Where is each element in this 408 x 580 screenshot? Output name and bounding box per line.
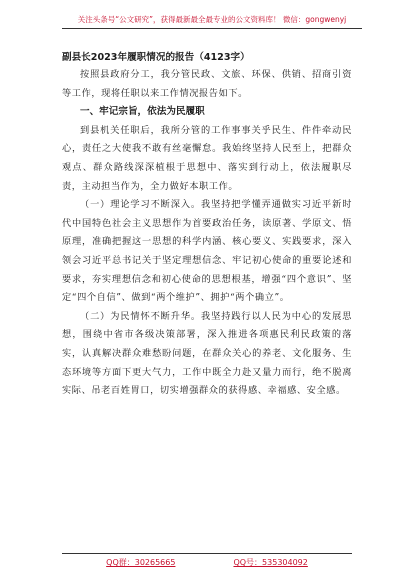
document-body (62, 50, 352, 401)
qq-number-link[interactable]: QQ号：535304092 (233, 558, 308, 567)
footer-bar (62, 553, 352, 572)
qq-group-link[interactable]: QQ群：30265665 (106, 558, 176, 567)
body-paragraph: （二）为民情怀不断升华。我坚持践行以人民为中心的发展思想，围绕中省市各级决策部署，深入推进各项惠民利民政策的落实，认真解决群众难愁盼问题，在群众关心的养老、文化服务、生态环境等方面下更大气力，工作中既全力赴又量力而行，绝不脱离实际、吊老百姓胃口，切实增强群众的获得感、幸福感、安全感。 (62, 310, 352, 397)
header-banner: 关注头条号“公文研究”，获得最新最全最专业的公文资料库！ 微信：gongwenyj (62, 11, 362, 29)
section-heading: 一、牢记宗旨，依法为民履职 (80, 106, 205, 118)
document-title: 副县长2023年履职情况的报告（4123字） (62, 52, 250, 63)
body-paragraph: 到县机关任职后，我所分管的工作事事关乎民生、件件牵动民心，责任之大使我不敢有丝毫懈怠。我始终坚持人民至上，把群众观点、群众路线深深植根于思想中、落实到行动上，依法履职尽责，主动担当作为，全力做好本职工作。 (62, 124, 352, 192)
body-paragraph: （一）理论学习不断深入。我坚持把学懂弄通做实习近平新时代中国特色社会主义思想作为首要政治任务，读原著、学原文、悟原理，准确把握这一思想的科学内涵、核心要义、实践要求，深入领会习近平总书记关于坚定理想信念、牢记初心使命的重要论述和要求，夯实理想信念和初心使命的思想根基，增强“四个意识”、坚定“四个自信”、做到“两个维护”、拥护“两个确立”。 (62, 199, 352, 304)
intro-paragraph: 按照县政府分工，我分管民政、文旅、环保、供销、招商引资等工作，现将任职以来工作情况报告如下。 (62, 69, 352, 99)
